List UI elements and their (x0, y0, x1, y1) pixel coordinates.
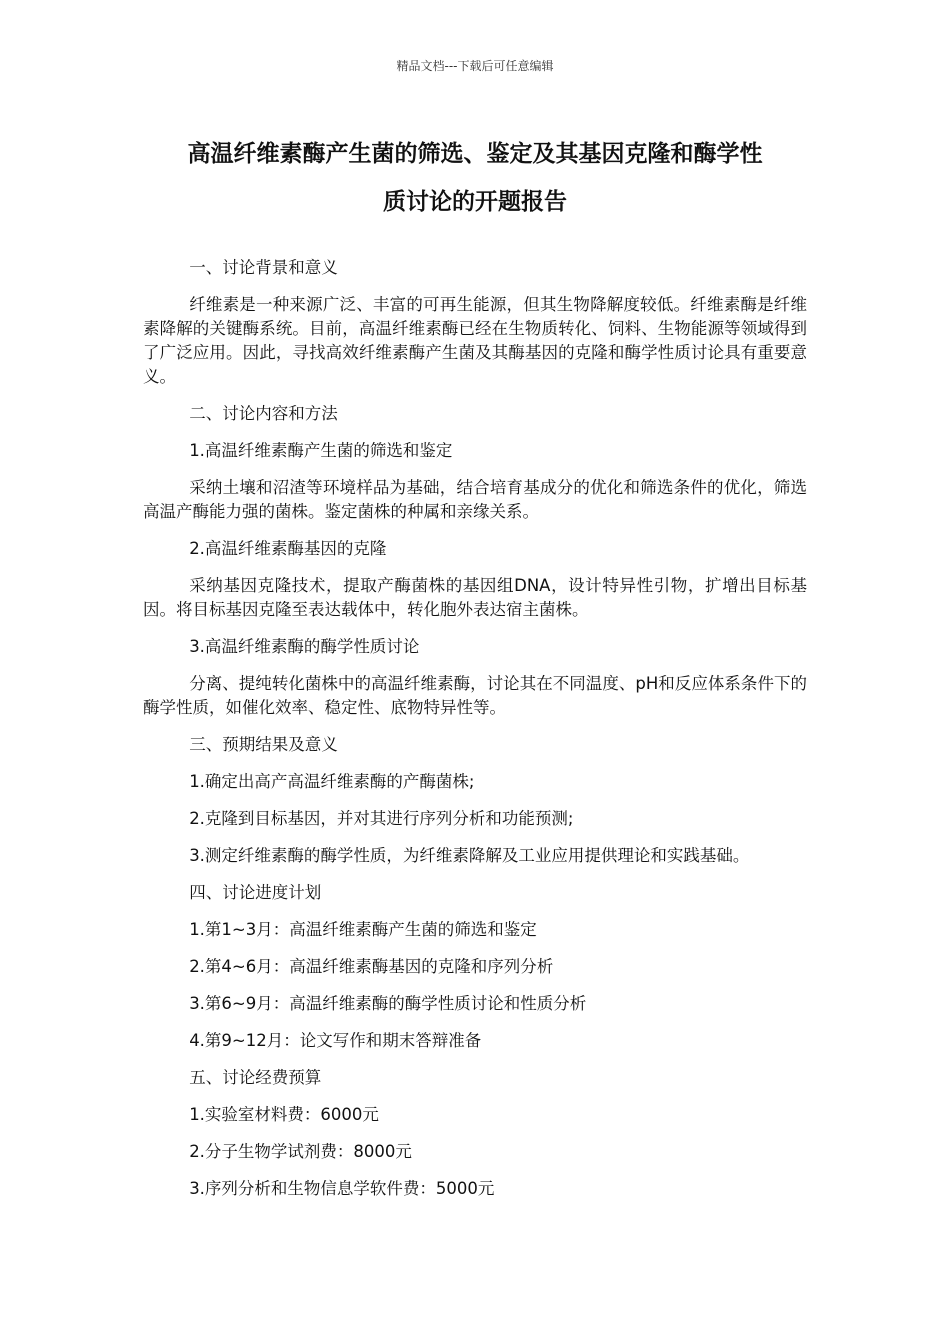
list-item: 1.第1~3月：高温纤维素酶产生菌的筛选和鉴定 (189, 920, 537, 939)
section-heading-background: 一、讨论背景和意义 (189, 258, 338, 277)
section-heading-schedule: 四、讨论进度计划 (189, 883, 322, 902)
list-item: 2.第4~6月：高温纤维素酶基因的克隆和序列分析 (189, 957, 554, 976)
paragraph-background: 纤维素是一种来源广泛、丰富的可再生能源，但其生物降解度较低。纤维素酶是纤维素降解的关键酶系统。目前，高温纤维素酶已经在生物质转化、饲料、生物能源等领域得到了广泛应用。因此，寻找高效纤维素酶产生菌及其酶基因的克隆和酶学性质讨论具有重要意义。 (143, 295, 807, 386)
list-item: 3.测定纤维素酶的酶学性质，为纤维素降解及工业应用提供理论和实践基础。 (189, 846, 750, 865)
document-title (140, 130, 810, 226)
section-heading-budget: 五、讨论经费预算 (189, 1068, 322, 1087)
title-line-2: 质讨论的开题报告 (383, 189, 567, 215)
paragraph-cloning: 采纳基因克隆技术，提取产酶菌株的基因组DNA，设计特异性引物，扩增出目标基因。将目标基因克隆至表达载体中，转化胞外表达宿主菌株。 (143, 576, 807, 619)
list-item: 3.序列分析和生物信息学软件费：5000元 (189, 1179, 495, 1198)
paragraph-screening: 采纳土壤和沼渣等环境样品为基础，结合培育基成分的优化和筛选条件的优化，筛选高温产酶能力强的菌株。鉴定菌株的种属和亲缘关系。 (143, 478, 807, 521)
list-item: 1.确定出高产高温纤维素酶的产酶菌株; (189, 772, 475, 791)
paragraph-enzymology: 分离、提纯转化菌株中的高温纤维素酶，讨论其在不同温度、pH和反应体系条件下的酶学性质，如催化效率、稳定性、底物特异性等。 (143, 674, 807, 717)
section-heading-expected-results: 三、预期结果及意义 (189, 735, 338, 754)
list-item: 4.第9~12月：论文写作和期末答辩准备 (189, 1031, 482, 1050)
list-item: 2.克隆到目标基因，并对其进行序列分析和功能预测; (189, 809, 574, 828)
list-item: 3.第6~9月：高温纤维素酶的酶学性质讨论和性质分析 (189, 994, 587, 1013)
subheading-cloning: 2.高温纤维素酶基因的克隆 (189, 539, 387, 558)
subheading-screening: 1.高温纤维素酶产生菌的筛选和鉴定 (189, 441, 453, 460)
page-header-note: 精品文档---下载后可任意编辑 (396, 59, 554, 73)
list-item: 1.实验室材料费：6000元 (189, 1105, 379, 1124)
list-item: 2.分子生物学试剂费：8000元 (189, 1142, 412, 1161)
document-body (143, 256, 807, 1214)
title-line-1: 高温纤维素酶产生菌的筛选、鉴定及其基因克隆和酶学性 (187, 141, 763, 167)
section-heading-methods: 二、讨论内容和方法 (189, 404, 338, 423)
subheading-enzymology: 3.高温纤维素酶的酶学性质讨论 (189, 637, 420, 656)
